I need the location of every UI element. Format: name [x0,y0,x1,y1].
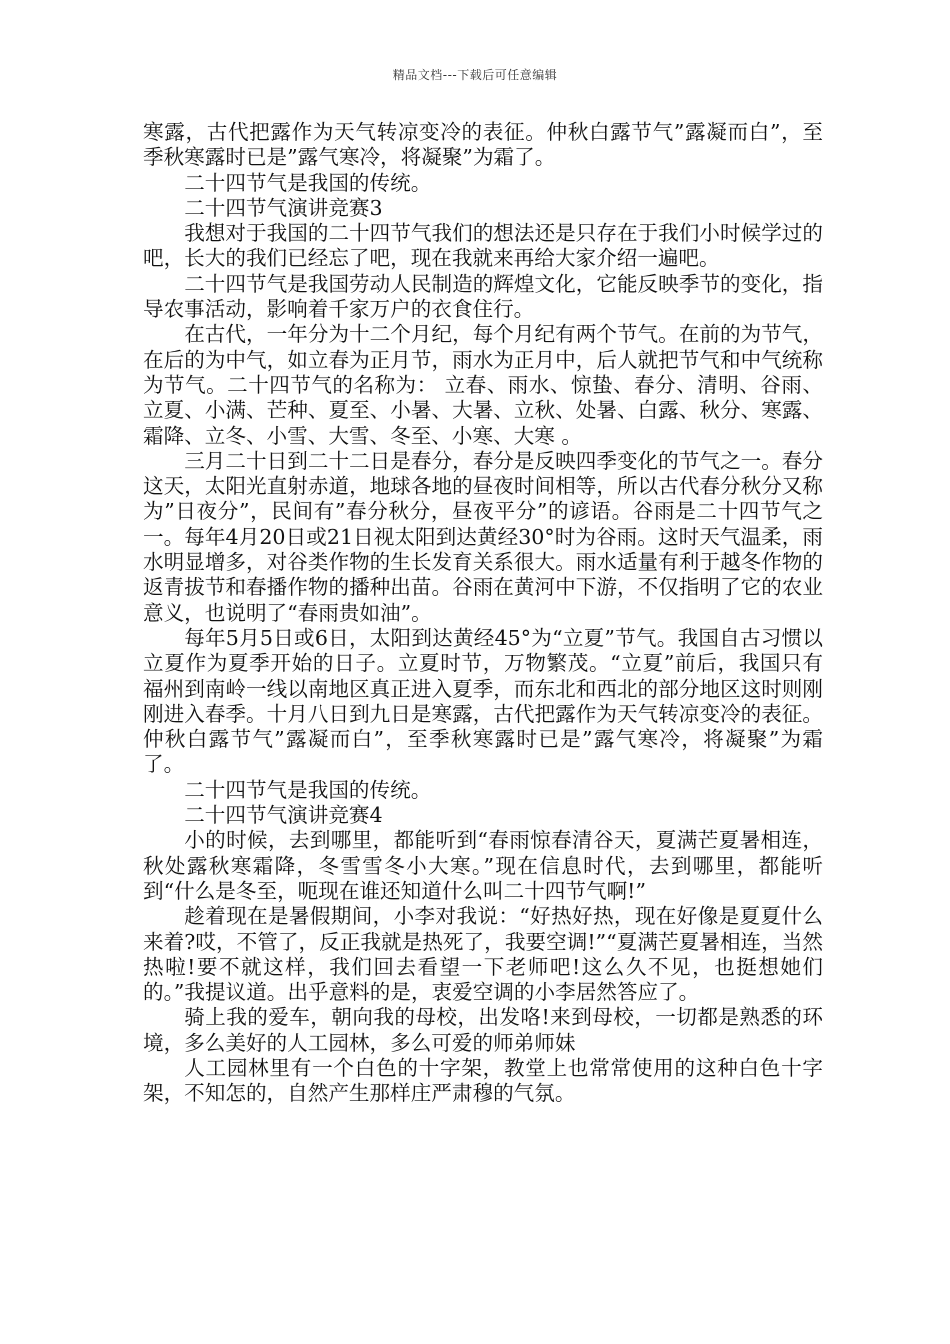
paragraph: 每年5月5日或6日，太阳到达黄经45°为“立夏”节气。我国自古习惯以立夏作为夏季开始的日子。立夏时节，万物繁茂。“立夏”前后，我国只有福州到南岭一线以南地区真正进入夏季，而东北和西北的部分地区这时则刚刚进入春季。十月八日到九日是寒露，古代把露作为天气转凉变冷的表征。仲秋白露节气”露凝而白”，至季秋寒露时已是”露气寒冷，将凝聚”为霜了。 [143,625,823,777]
paragraph: 寒露，古代把露作为天气转凉变冷的表征。仲秋白露节气”露凝而白”，至季秋寒露时已是”露气寒冷，将凝聚”为霜了。 [143,120,823,170]
paragraph: 三月二十日到二十二日是春分，春分是反映四季变化的节气之一。春分这天，太阳光直射赤道，地球各地的昼夜时间相等，所以古代春分秋分又称为”日夜分”，民间有”春分秋分，昼夜平分”的谚语。谷雨是二十四节气之一。每年4月20日或21日视太阳到达黄经30°时为谷雨。这时天气温柔，雨水明显增多，对谷类作物的生长发育关系很大。雨水适量有利于越冬作物的返青拔节和春播作物的播种出苗。谷雨在黄河中下游，不仅指明了它的农业意义，也说明了“春雨贵如油”。 [143,448,823,625]
paragraph: 骑上我的爱车，朝向我的母校，出发咯!来到母校，一切都是熟悉的环境，多么美好的人工园林，多么可爱的师弟师妹 [143,1005,823,1055]
paragraph: 二十四节气是我国的传统。 [184,777,432,802]
paragraph: 小的时候，去到哪里，都能听到“春雨惊春清谷天，夏满芒夏暑相连，秋处露秋寒霜降，冬雪雪冬小大寒。”现在信息时代，去到哪里，都能听到“什么是冬至，呃现在谁还知道什么叫二十四节气啊!” [143,828,823,903]
document-body [143,120,823,1107]
paragraph: 在古代，一年分为十二个月纪，每个月纪有两个节气。在前的为节气，在后的为中气，如立春为正月节，雨水为正月中，后人就把节气和中气统称为节气。二十四节气的名称为： 立春、雨水、惊蛰、春分、清明、谷雨、立夏、小满、芒种、夏至、小暑、大暑、立秋、处暑、白露、秋分、寒露、霜降、立冬、小雪、大雪、冬至、小寒、大寒 。 [143,322,823,448]
paragraph: 人工园林里有一个白色的十字架，教堂上也常常使用的这种白色十字架，不知怎的，自然产生那样庄严肃穆的气氛。 [143,1055,823,1106]
page-header: 精品文档---下载后可任意编辑 [392,68,558,82]
paragraph: 二十四节气是我国的传统。 [184,170,432,195]
section-heading: 二十四节气演讲竞赛4 [184,803,383,828]
section-heading: 二十四节气演讲竞赛3 [184,195,383,220]
paragraph: 趁着现在是暑假期间，小李对我说：“好热好热，现在好像是夏夏什么来着?哎，不管了，反正我就是热死了，我要空调!”“夏满芒夏暑相连，当然热啦!要不就这样，我们回去看望一下老师吧!这么久不见，也挺想她们的。”我提议道。出乎意料的是，衷爱空调的小李居然答应了。 [143,904,823,1005]
paragraph: 我想对于我国的二十四节气我们的想法还是只存在于我们小时候学过的吧，长大的我们已经忘了吧，现在我就来再给大家介绍一遍吧。 [143,221,823,271]
paragraph: 二十四节气是我国劳动人民制造的辉煌文化，它能反映季节的变化，指导农事活动，影响着千家万户的衣食住行。 [143,271,823,322]
